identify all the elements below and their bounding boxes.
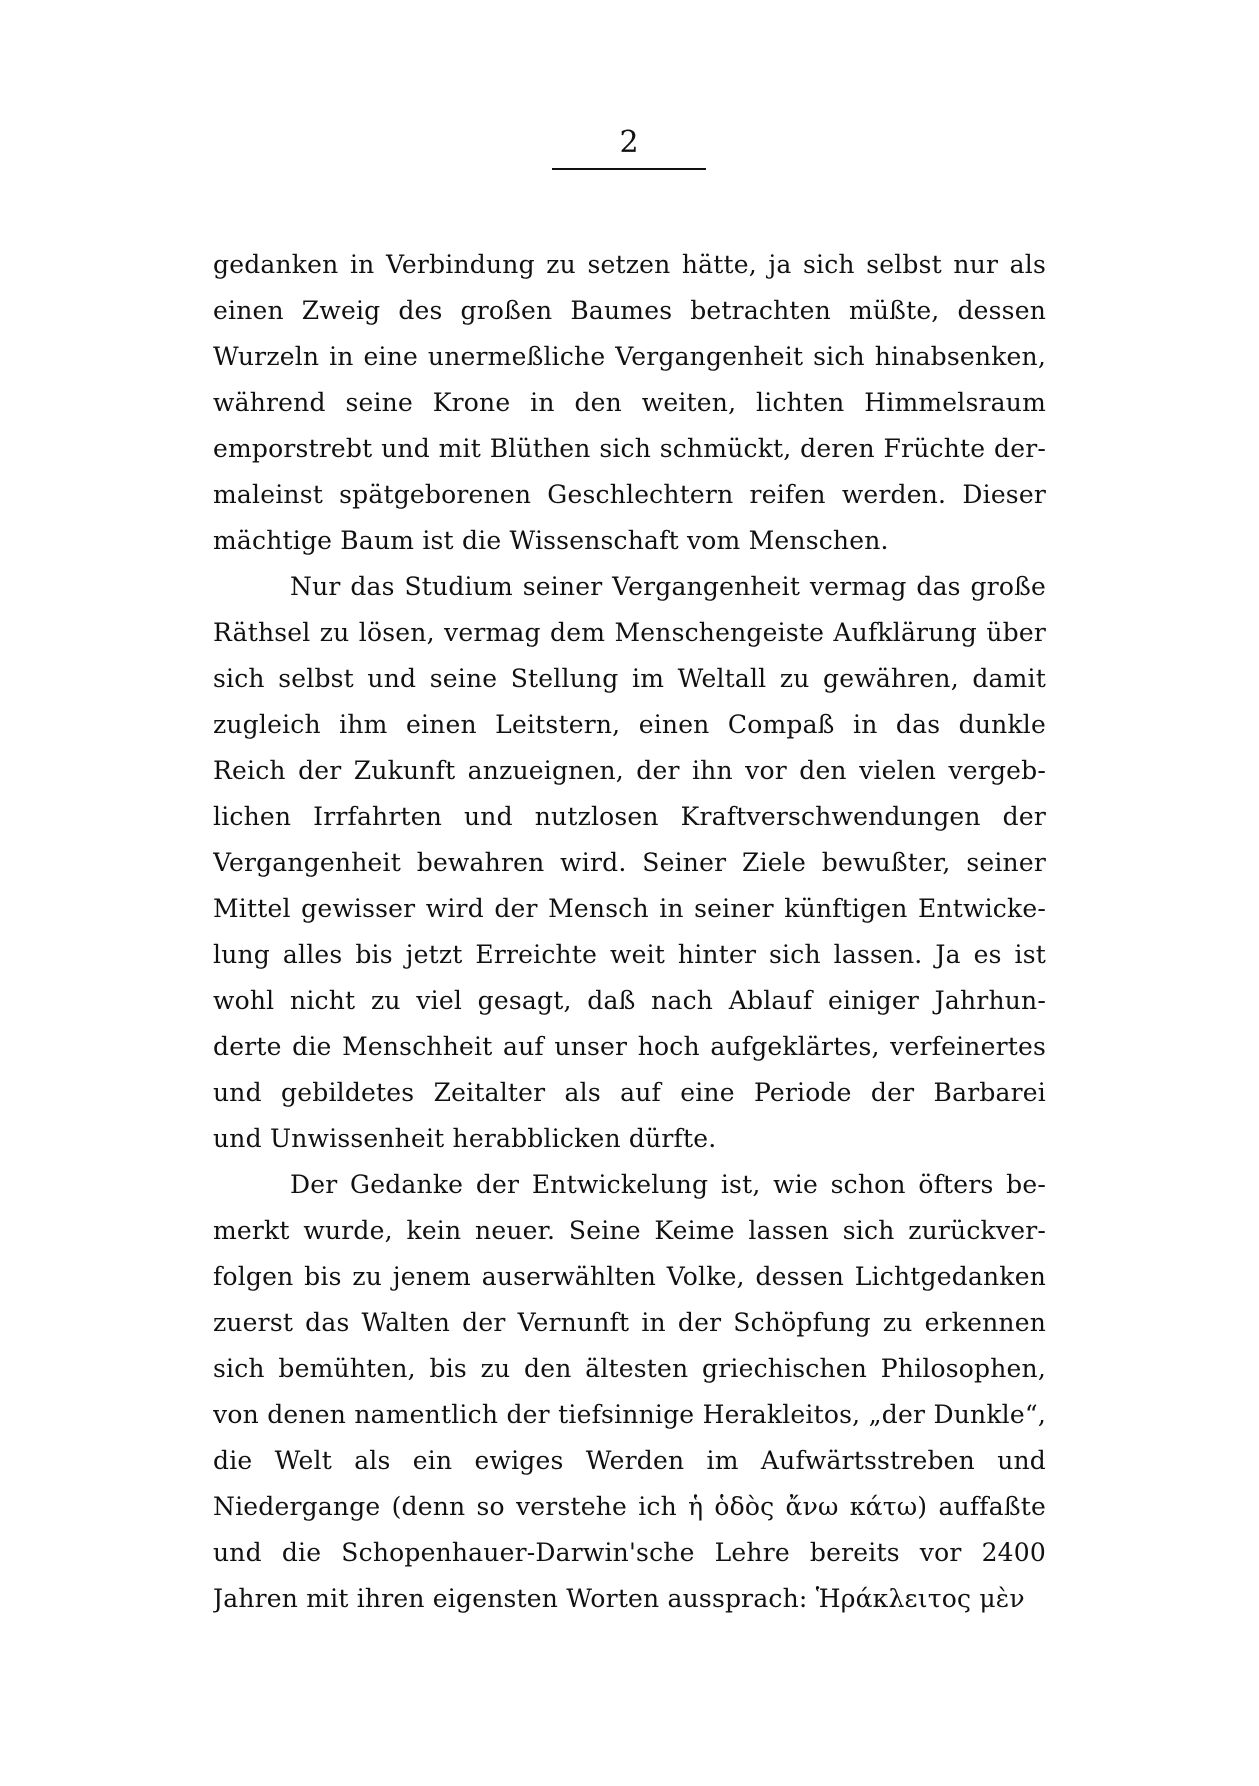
body-text [213, 242, 1046, 1622]
text-line: Räthsel zu lösen, vermag dem Menschengeiste Aufklärung über [213, 618, 1046, 647]
page-number-rule [552, 168, 706, 170]
text-line: von denen namentlich der tiefsinnige Herakleitos, „der Dunkle“, [213, 1400, 1046, 1429]
text-line: sich selbst und seine Stellung im Weltall zu gewähren, damit [213, 664, 1046, 693]
text-line: Nur das Studium seiner Vergangenheit vermag das große [290, 572, 1046, 601]
text-line: Der Gedanke der Entwickelung ist, wie schon öfters be- [290, 1170, 1046, 1199]
text-line: maleinst spätgeborenen Geschlechtern reifen werden. Dieser [213, 480, 1046, 509]
text-line: Mittel gewisser wird der Mensch in seiner künftigen Entwicke- [213, 894, 1046, 923]
text-line: gedanken in Verbindung zu setzen hätte, ja sich selbst nur als [213, 250, 1046, 279]
paragraph [213, 564, 1046, 1162]
text-line: Vergangenheit bewahren wird. Seiner Ziele bewußter, seiner [213, 848, 1046, 877]
text-line: emporstrebt und mit Blüthen sich schmückt, deren Früchte der- [213, 434, 1046, 463]
text-line: merkt wurde, kein neuer. Seine Keime lassen sich zurückver- [213, 1216, 1046, 1245]
paragraph [213, 1162, 1046, 1622]
paragraph [213, 242, 1046, 564]
text-line: Reich der Zukunft anzueignen, der ihn vor den vielen vergeb- [213, 756, 1046, 785]
text-line: und Unwissenheit herabblicken dürfte. [213, 1124, 717, 1153]
text-line: zugleich ihm einen Leitstern, einen Compaß in das dunkle [213, 710, 1046, 739]
text-line: einen Zweig des großen Baumes betrachten müßte, dessen [213, 296, 1046, 325]
text-line: und die Schopenhauer-Darwin'sche Lehre bereits vor 2400 [213, 1538, 1046, 1567]
text-line: und gebildetes Zeitalter als auf eine Periode der Barbarei [213, 1078, 1046, 1107]
text-line: während seine Krone in den weiten, lichten Himmelsraum [213, 388, 1046, 417]
text-line: lung alles bis jetzt Erreichte weit hinter sich lassen. Ja es ist [213, 940, 1046, 969]
text-line: lichen Irrfahrten und nutzlosen Kraftverschwendungen der [213, 802, 1046, 831]
text-line: Jahren mit ihren eigensten Worten aussprach: Ἡράκλειτος μὲν [213, 1584, 1025, 1613]
text-line: mächtige Baum ist die Wissenschaft vom Menschen. [213, 526, 889, 555]
text-line: sich bemühten, bis zu den ältesten griechischen Philosophen, [213, 1354, 1046, 1383]
text-line: Niedergange (denn so verstehe ich ἡ ὁδὸς ἄνω κάτω) auffaßte [213, 1492, 1046, 1521]
text-line: zuerst das Walten der Vernunft in der Schöpfung zu erkennen [213, 1308, 1046, 1337]
page-number: 2 [619, 125, 640, 160]
text-line: die Welt als ein ewiges Werden im Aufwärtsstreben und [213, 1446, 1046, 1475]
text-line: derte die Menschheit auf unser hoch aufgeklärtes, verfeinertes [213, 1032, 1046, 1061]
text-line: wohl nicht zu viel gesagt, daß nach Ablauf einiger Jahrhun- [213, 986, 1046, 1015]
text-line: Wurzeln in eine unermeßliche Vergangenheit sich hinabsenken, [213, 342, 1046, 371]
text-line: folgen bis zu jenem auserwählten Volke, dessen Lichtgedanken [213, 1262, 1046, 1291]
